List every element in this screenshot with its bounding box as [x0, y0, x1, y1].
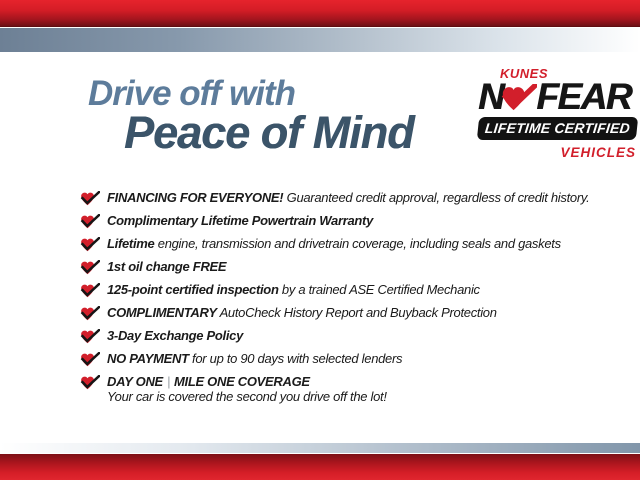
logo-kunes-text: KUNES: [500, 66, 549, 81]
benefit-detail: engine, transmission and drivetrain coverage, including seals and gaskets: [154, 236, 561, 251]
heart-check-icon: [80, 305, 100, 321]
benefit-text: [107, 213, 373, 229]
kunes-no-fear-logo: [478, 66, 636, 166]
benefit-lead: 1st oil change FREE: [107, 259, 227, 274]
benefit-lead: NO PAYMENT: [107, 351, 189, 366]
headline-line1: Drive off with: [88, 74, 296, 113]
heart-check-icon: [80, 190, 100, 206]
benefit-text: [107, 374, 387, 404]
benefit-financing: [80, 190, 610, 206]
top-red-bar: [0, 0, 640, 27]
benefit-text: [107, 305, 497, 321]
benefit-lead-2: MILE ONE COVERAGE: [174, 374, 310, 389]
benefit-detail: Guaranteed credit approval, regardless of credit history.: [283, 190, 590, 205]
benefit-lead: DAY ONE: [107, 374, 163, 389]
benefit-lead: 3-Day Exchange Policy: [107, 328, 244, 343]
benefit-lead: FINANCING FOR EVERYONE!: [107, 190, 284, 205]
benefit-detail: by a trained ASE Certified Mechanic: [278, 282, 480, 297]
benefit-inspection: [80, 282, 610, 298]
heart-check-icon: [80, 328, 100, 344]
logo-no-fear-wordmark: [478, 76, 631, 117]
heart-check-icon: [80, 374, 100, 404]
benefit-text: [107, 190, 589, 206]
benefit-autocheck: [80, 305, 610, 321]
heart-check-icon: [80, 213, 100, 229]
benefit-lead: Lifetime: [107, 236, 155, 251]
logo-letter-n: N: [478, 76, 504, 117]
logo-word-fear: FEAR: [536, 76, 631, 117]
benefit-lifetime-coverage: [80, 236, 610, 252]
lifetime-certified-badge: LIFETIME CERTIFIED: [477, 117, 638, 140]
benefit-lead: Complimentary Lifetime Powertrain Warranty: [107, 213, 374, 228]
benefit-day-one-coverage: [80, 374, 610, 404]
benefit-text: [107, 328, 243, 344]
benefit-detail: AutoCheck History Report and Buyback Protection: [216, 305, 497, 320]
benefit-lead: 125-point certified inspection: [107, 282, 279, 297]
benefit-text: [107, 236, 561, 252]
benefit-detail: for up to 90 days with selected lenders: [188, 351, 403, 366]
benefits-list: [80, 190, 610, 411]
benefit-oil-change: [80, 259, 610, 275]
bottom-red-bar: [0, 454, 640, 480]
headline-line2: Peace of Mind: [124, 107, 414, 158]
benefit-text: [107, 282, 480, 298]
logo-vehicles-text: VEHICLES: [560, 145, 636, 160]
heart-check-icon: [80, 351, 100, 367]
heart-check-icon: [501, 82, 537, 111]
benefit-lead: COMPLIMENTARY: [107, 305, 217, 320]
headline: [88, 76, 414, 156]
pipe-separator: |: [166, 374, 171, 389]
heart-check-icon: [80, 259, 100, 275]
benefit-subline: Your car is covered the second you drive off the lot!: [107, 389, 387, 404]
benefit-text: [107, 351, 402, 367]
heart-check-icon: [80, 282, 100, 298]
top-gray-bar: [0, 28, 640, 52]
heart-check-icon: [80, 236, 100, 252]
benefit-powertrain-warranty: [80, 213, 610, 229]
benefit-text: [107, 259, 226, 275]
bottom-gray-bar: [0, 443, 640, 453]
benefit-exchange-policy: [80, 328, 610, 344]
benefit-no-payment: [80, 351, 610, 367]
